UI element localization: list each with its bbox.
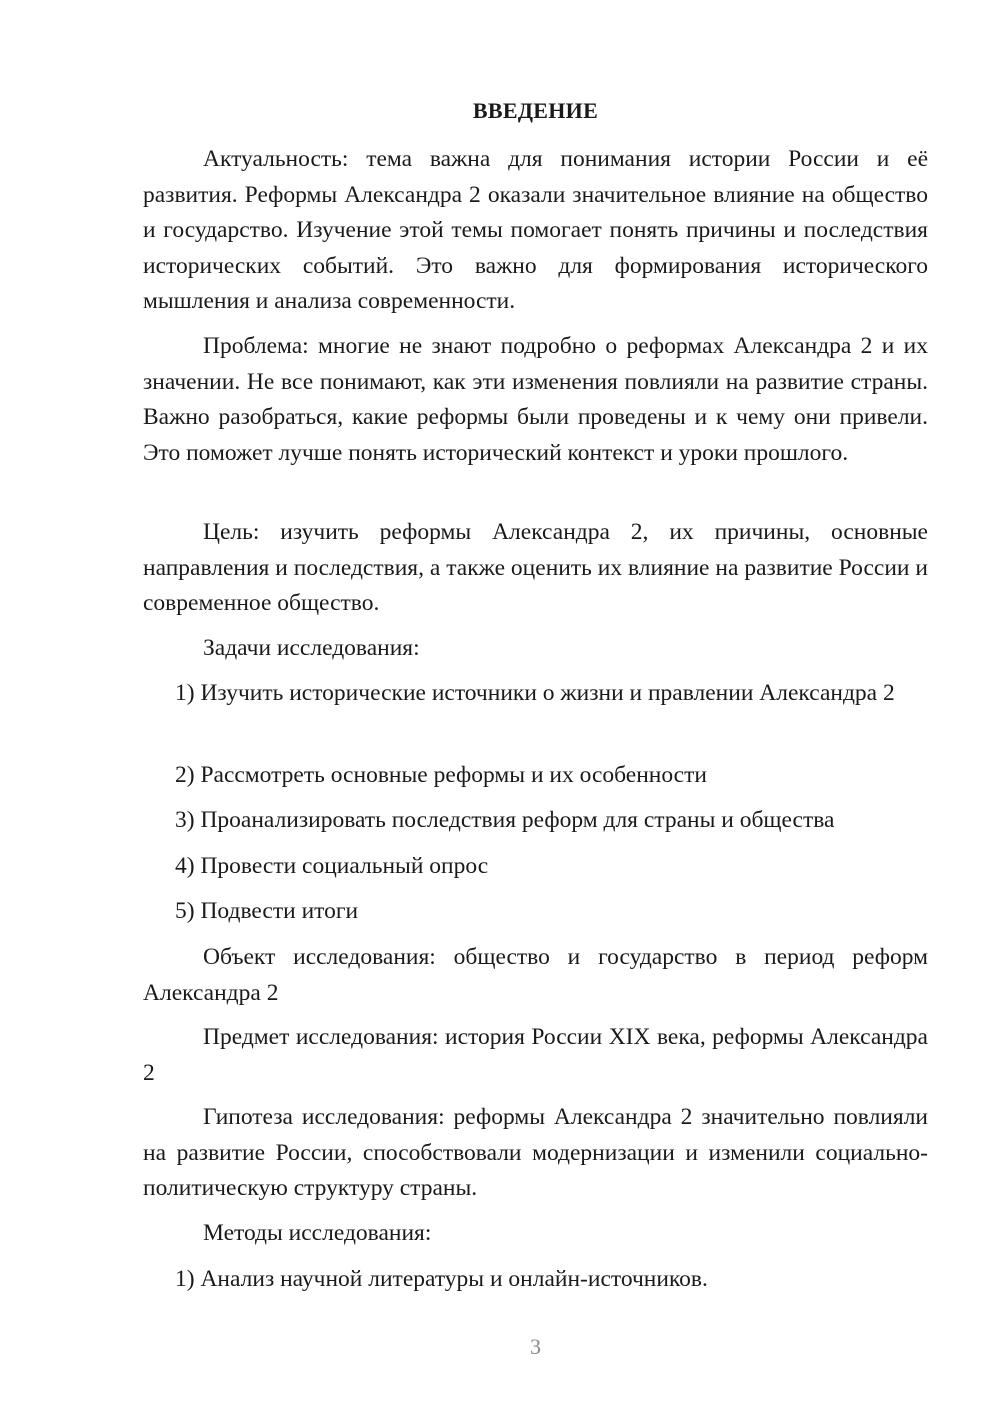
problem-paragraph: Проблема: многие не знают подробно о реформах Александра 2 и их значении. Не все понимают, как эти изменения повлияли на развитие страны. Важно разобраться, какие реформы были проведены и к чему они привели. Это поможет лучше понять исторический контекст и уроки прошлого. [143,333,928,466]
section-title: ВВЕДЕНИЕ [472,98,599,123]
object-paragraph: Объект исследования: общество и государство в период реформ Александра 2 [143,944,928,1006]
task-item-5: 5) Подвести итоги [175,898,359,924]
methods-heading: Методы исследования: [203,1220,432,1246]
hypothesis-paragraph: Гипотеза исследования: реформы Александра 2 значительно повлияли на развитие России, способствовали модернизации и изменили социально-политическую структуру страны. [143,1104,928,1201]
tasks-heading: Задачи исследования: [203,635,420,661]
task-item-2: 2) Рассмотреть основные реформы и их особенности [175,762,707,788]
goal-paragraph: Цель: изучить реформы Александра 2, их причины, основные направления и последствия, а также оценить их влияние на развитие России и современное общество. [143,519,928,616]
task-item-1: 1) Изучить исторические источники о жизни и правлении Александра 2 [175,680,895,706]
method-item-1: 1) Анализ научной литературы и онлайн-источников. [175,1266,708,1292]
page-number: 3 [530,1334,541,1359]
document-page [143,0,928,1414]
relevance-paragraph: Актуальность: тема важна для понимания истории России и её развития. Реформы Александра 2 оказали значительное влияние на общество и государство. Изучение этой темы помогает понять причины и последствия исторических событий. Это важно для формирования исторического мышления и анализа современности. [143,146,928,314]
task-item-3: 3) Проанализировать последствия реформ для страны и общества [175,807,835,833]
subject-paragraph: Предмет исследования: история России XIX века, реформы Александра 2 [143,1024,928,1086]
task-item-4: 4) Провести социальный опрос [175,853,489,879]
